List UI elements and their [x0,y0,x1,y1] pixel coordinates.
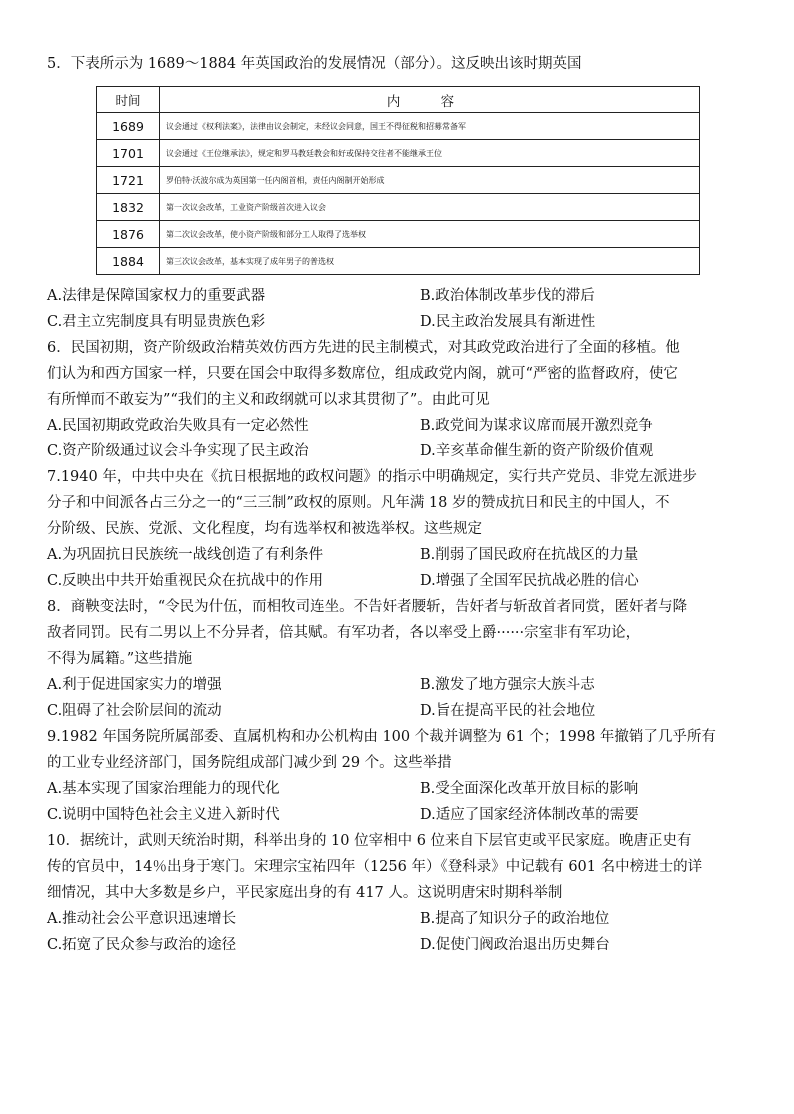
q6-stem-line: 有所惮而不敢妄为”“我们的主义和政纲就可以求其贯彻了”。由此可见 [47,392,490,408]
q6-option-a: A.民国初期政党政治失败具有一定必然性 [47,418,309,434]
header-time: 时间 [97,87,160,113]
q7-option-b: B.削弱了国民政府在抗战区的力量 [420,547,639,563]
q5-option-a: A.法律是保障国家权力的重要武器 [47,288,266,304]
q9-stem-line: 的工业专业经济部门，国务院组成部门减少到 29 个。这些举措 [47,755,452,771]
row-content: 第一次议会改革，工业资产阶级首次进入议会 [160,194,700,221]
q6-stem-line: 6．民国初期，资产阶级政治精英效仿西方先进的民主制模式，对其政党政治进行了全面的移植。他 [47,340,680,356]
row-year: 1721 [97,167,160,194]
q10-option-d: D.促使门阀政治退出历史舞台 [420,937,610,953]
row-year: 1701 [97,140,160,167]
q8-stem-line: 不得为属籍。”这些措施 [47,651,193,667]
table-row [97,248,700,275]
q10-option-a: A.推动社会公平意识迅速增长 [47,911,237,927]
q6-option-b: B.政党间为谋求议席而展开激烈竞争 [420,418,653,434]
q7-stem-line: 7.1940 年，中共中央在《抗日根据地的政权问题》的指示中明确规定，实行共产党员、非党左派进步 [47,469,697,485]
q8-option-d: D.旨在提高平民的社会地位 [420,703,596,719]
table-row [97,167,700,194]
q5-history-table [96,86,700,275]
q5-option-b: B.政治体制改革步伐的滞后 [420,288,595,304]
table-header-row [97,87,700,113]
row-content: 议会通过《王位继承法》，规定和罗马教廷教会和好或保持交往者不能继承王位 [160,140,700,167]
q8-stem-line: 敌者同罚。民有二男以上不分异者，倍其赋。有军功者，各以率受上爵······宗室非有军功论， [47,625,641,641]
table-row [97,221,700,248]
q10-option-b: B.提高了知识分子的政治地位 [420,911,610,927]
q8-option-a: A.利于促进国家实力的增强 [47,677,222,693]
q9-option-a: A.基本实现了国家治理能力的现代化 [47,781,280,797]
row-content: 第三次议会改革，基本实现了成年男子的普选权 [160,248,700,275]
row-year: 1884 [97,248,160,275]
row-content: 议会通过《权利法案》，法律由议会制定，未经议会同意，国王不得征税和招募常备军 [160,113,700,140]
q10-stem-line: 细情况，其中大多数是乡户，平民家庭出身的有 417 人。这说明唐宋时期科举制 [47,885,563,901]
q9-stem-line: 9.1982 年国务院所属部委、直属机构和办公机构由 100 个裁并调整为 61 个；1998 年撤销了几乎所有 [47,729,716,745]
table-row [97,140,700,167]
q7-option-a: A.为巩固抗日民族统一战线创造了有利条件 [47,547,324,563]
q10-stem-line: 传的官员中，14％出身于寒门。宋理宗宝祐四年（1256 年）《登科录》中记载有 601 名中榜进士的详 [47,859,703,875]
q7-option-d: D.增强了全国军民抗战必胜的信心 [420,573,639,589]
q7-stem-line: 分阶级、民族、党派、文化程度，均有选举权和被选举权。这些规定 [47,521,482,537]
q8-option-c: C.阻碍了社会阶层间的流动 [47,703,222,719]
table-row [97,194,700,221]
row-year: 1832 [97,194,160,221]
q5-option-c: C.君主立宪制度具有明显贵族色彩 [47,314,266,330]
q10-stem-line: 10．据统计，武则天统治时期，科举出身的 10 位宰相中 6 位来自下层官吏或平民家庭。晚唐正史有 [47,833,692,849]
q6-option-d: D.辛亥革命催生新的资产阶级价值观 [420,443,654,459]
q5-option-d: D.民主政治发展具有渐进性 [420,314,596,330]
q7-stem-line: 分子和中间派各占三分之一的“三三制”政权的原则。凡年满 18 岁的赞成抗日和民主的中国人，不 [47,495,670,511]
row-year: 1689 [97,113,160,140]
header-content: 内 容 [160,87,700,113]
table-row [97,113,700,140]
q7-option-c: C.反映出中共开始重视民众在抗战中的作用 [47,573,324,589]
q6-stem-line: 们认为和西方国家一样，只要在国会中取得多数席位，组成政党内阁，就可“严密的监督政府，使它 [47,366,678,382]
q9-option-b: B.受全面深化改革开放目标的影响 [420,781,639,797]
row-content: 第二次议会改革，使小资产阶级和部分工人取得了选举权 [160,221,700,248]
q9-option-d: D.适应了国家经济体制改革的需要 [420,807,639,823]
q5-stem: 5．下表所示为 1689～1884 年英国政治的发展情况（部分）。这反映出该时期英国 [47,56,582,72]
q10-option-c: C.拓宽了民众参与政治的途径 [47,937,237,953]
row-year: 1876 [97,221,160,248]
q6-option-c: C.资产阶级通过议会斗争实现了民主政治 [47,443,309,459]
q8-option-b: B.激发了地方强宗大族斗志 [420,677,595,693]
row-content: 罗伯特·沃波尔成为英国第一任内阁首相，责任内阁制开始形成 [160,167,700,194]
q9-option-c: C.说明中国特色社会主义进入新时代 [47,807,280,823]
q8-stem-line: 8．商鞅变法时，“令民为什伍，而相牧司连坐。不告奸者腰斩，告奸者与斩敌首者同赏，匿奸者与降 [47,599,688,615]
